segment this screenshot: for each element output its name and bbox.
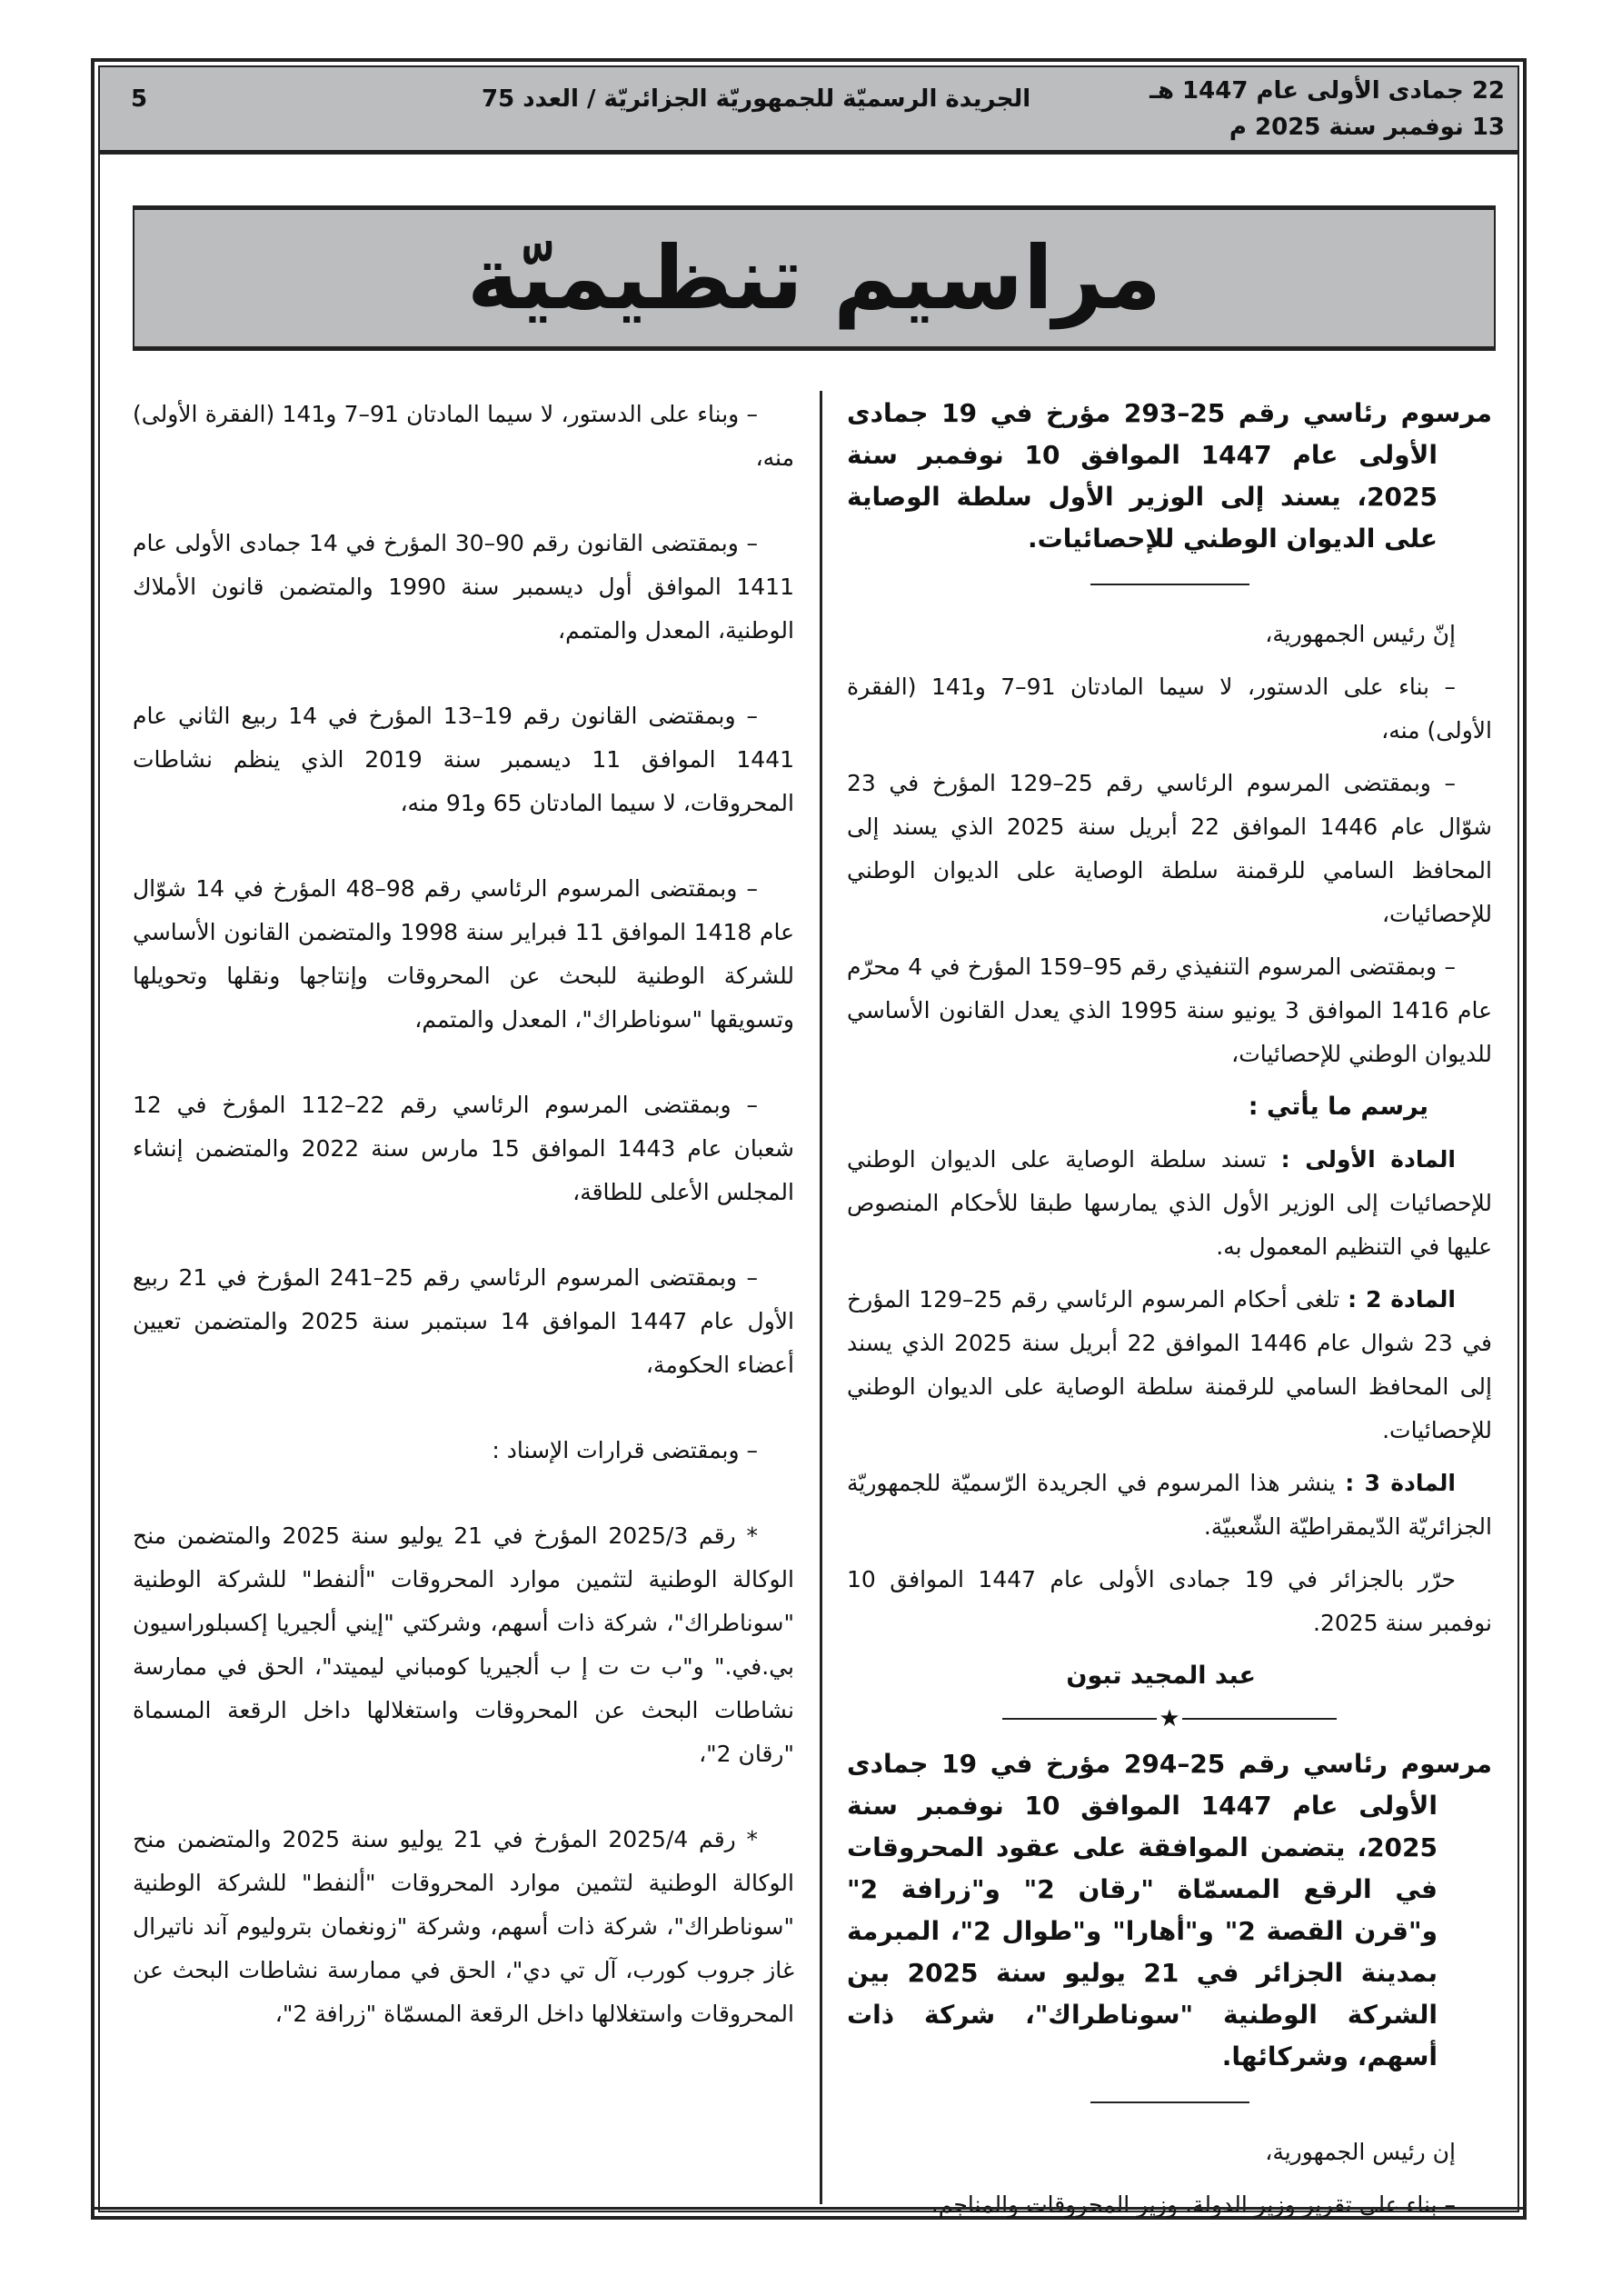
decree-1-paragraph: – بناء على الدستور، لا سيما المادتان 91–7 و141 (الفقرة الأولى) منه، — [847, 674, 1492, 744]
separator-line — [1182, 1718, 1337, 1720]
article-3 — [847, 1462, 1492, 1549]
left-paragraph: – وبمقتضى قرارات الإسناد : — [492, 1437, 758, 1463]
left-paragraph: – وبمقتضى المرسوم الرئاسي رقم 22–112 المؤرخ في 12 شعبان عام 1443 الموافق 15 مارس سنة 2022 والمتضمن إنشاء المجلس الأعلى للطاقة، — [133, 1092, 794, 1205]
column-divider — [820, 391, 822, 2204]
article-text: تسند سلطة الوصاية على الديوان الوطني للإحصائيات إلى الوزير الأول الذي يمارسها طبقا للأحكام المنصوص عليها في التنظيم المعمول به. — [847, 1146, 1492, 1260]
decree-1-title: مرسوم رئاسي رقم 25–293 مؤرخ في 19 جمادى الأولى عام 1447 الموافق 10 نوفمبر سنة 2025، يسند إلى الوزير الأول سلطة الوصاية على الديوان الوطني للإحصائيات. — [847, 398, 1492, 554]
article-1 — [847, 1138, 1492, 1269]
signatory: عبد المجيد تبون — [1066, 1662, 1256, 1690]
separator-line — [1002, 1718, 1157, 1720]
header-title: الجريدة الرسميّة للجمهوريّة الجزائريّة / العدد 75 — [482, 85, 1031, 113]
decree-1-signed: حرّر بالجزائر في 19 جمادى الأولى عام 1447 الموافق 10 نوفمبر سنة 2025. — [847, 1566, 1492, 1636]
separator-rule — [1090, 584, 1249, 585]
left-paragraph: – وبمقتضى المرسوم الرئاسي رقم 98–48 المؤرخ في 14 شوّال عام 1418 الموافق 11 فبراير سنة 1998 والمتضمن القانون الأساسي للشركة الوطنية للبحث عن المحروقات وإنتاجها ونقلها وتحويلها وتسويقها "سوناطراك"، المعدل والمتمم، — [133, 875, 794, 1033]
article-2 — [847, 1278, 1492, 1452]
left-paragraph: * رقم 2025/3 المؤرخ في 21 يوليو سنة 2025 والمتضمن منح الوكالة الوطنية لتثمين موارد المحروقات "ألنفط" للشركة الوطنية "سوناطراك"، شركة ذات أسهم، وشركتي "إيني ألجيريا إكسبلوراسيون بي.في." و"ب ت ت إ ب ألجيريا كومباني ليميتد"، الحق في ممارسة نشاطات البحث عن المحروقات واستغلالها داخل الرقعة المسماة "رقان 2"، — [133, 1522, 794, 1767]
right-column — [847, 393, 1492, 2236]
decree-1-paragraph: – وبمقتضى المرسوم التنفيذي رقم 95–159 المؤرخ في 4 محرّم عام 1416 الموافق 3 يونيو سنة 1995 الذي يعدل القانون الأساسي للديوان الوطني للإحصائيات، — [847, 953, 1492, 1067]
left-paragraph: * رقم 2025/4 المؤرخ في 21 يوليو سنة 2025 والمتضمن منح الوكالة الوطنية لتثمين موارد المحروقات "ألنفط" للشركة الوطنية "سوناطراك"، شركة ذات أسهم، وشركة "زونغمان بتروليوم آند ناتيرال غاز جروب كورب، آل تي دي"، الحق في ممارسة نشاطات البحث عن المحروقات واستغلالها داخل الرقعة المسمّاة "زرافة 2"، — [133, 1826, 794, 2027]
left-paragraph: – وبمقتضى القانون رقم 90–30 المؤرخ في 14 جمادى الأولى عام 1411 الموافق أول ديسمبر سنة 1990 والمتضمن قانون الأملاك الوطنية، المعدل والمتمم، — [133, 530, 794, 644]
frame-bottom-rule — [91, 2207, 1527, 2210]
left-paragraph: – وبمقتضى القانون رقم 19–13 المؤرخ في 14 ربيع الثاني عام 1441 الموافق 11 ديسمبر سنة 2019 الذي ينظم نشاطات المحروقات، لا سيما المادتان 65 و91 منه، — [133, 703, 795, 816]
decree-2-paragraph: – بناء على تقرير وزير الدولة، وزير المحروقات والمناجم، — [930, 2191, 1456, 2218]
separator-rule — [1090, 2101, 1249, 2103]
article-label: المادة 2 : — [1348, 1286, 1456, 1313]
header-date-gregorian: 13 نوفمبر سنة 2025 م — [1229, 114, 1505, 141]
header-date-hijri: 22 جمادى الأولى عام 1447 هـ — [1149, 77, 1505, 105]
article-label: المادة الأولى : — [1280, 1146, 1456, 1173]
decree-1-resolves: يرسم ما يأتي : — [1248, 1093, 1428, 1121]
page-header — [100, 67, 1518, 155]
decree-1-intro: إنّ رئيس الجمهورية، — [1265, 621, 1456, 647]
header-date — [1149, 73, 1505, 145]
section-title-box — [133, 205, 1496, 351]
section-title: مراسيم تنظيميّة — [466, 227, 1162, 329]
article-label: المادة 3 : — [1345, 1470, 1456, 1496]
decree-2-intro: إن رئيس الجمهورية، — [1265, 2139, 1456, 2165]
left-column — [133, 393, 794, 2078]
star-icon: ★ — [1159, 1705, 1180, 1732]
article-text: ينشر هذا المرسوم في الجريدة الرّسميّة للجمهوريّة الجزائريّة الدّيمقراطيّة الشّعبيّة. — [847, 1470, 1492, 1540]
left-paragraph: – وبمقتضى المرسوم الرئاسي رقم 25–241 المؤرخ في 21 ربيع الأول عام 1447 الموافق 14 سبتمبر سنة 2025 والمتضمن تعيين أعضاء الحكومة، — [133, 1264, 795, 1378]
star-separator — [847, 1707, 1492, 1731]
decree-1-paragraph: – وبمقتضى المرسوم الرئاسي رقم 25–129 المؤرخ في 23 شوّال عام 1446 الموافق 22 أبريل سنة 2025 الذي يسند إلى المحافظ السامي للرقمنة سلطة الوصاية على الديوان الوطني للإحصائيات، — [847, 770, 1492, 927]
left-paragraph: – وبناء على الدستور، لا سيما المادتان 91–7 و141 (الفقرة الأولى) منه، — [133, 401, 794, 471]
decree-2-title: مرسوم رئاسي رقم 25–294 مؤرخ في 19 جمادى الأولى عام 1447 الموافق 10 نوفمبر سنة 2025، يتضمن الموافقة على عقود المحروقات في الرقع المسمّاة "رقان 2" و"زرافة 2" و"قرن القصة 2" و"أهارا" و"طوال 2"، المبرمة بمدينة الجزائر في 21 يوليو سنة 2025 بين الشركة الوطنية "سوناطراك"، شركة ذات أسهم، وشركائها. — [847, 1749, 1492, 2071]
article-text: تلغى أحكام المرسوم الرئاسي رقم 25–129 المؤرخ في 23 شوال عام 1446 الموافق 22 أبريل سنة 2025 الذي يسند إلى المحافظ السامي للرقمنة سلطة الوصاية على الديوان الوطني للإحصائيات. — [847, 1286, 1492, 1443]
page-number: 5 — [131, 85, 148, 113]
